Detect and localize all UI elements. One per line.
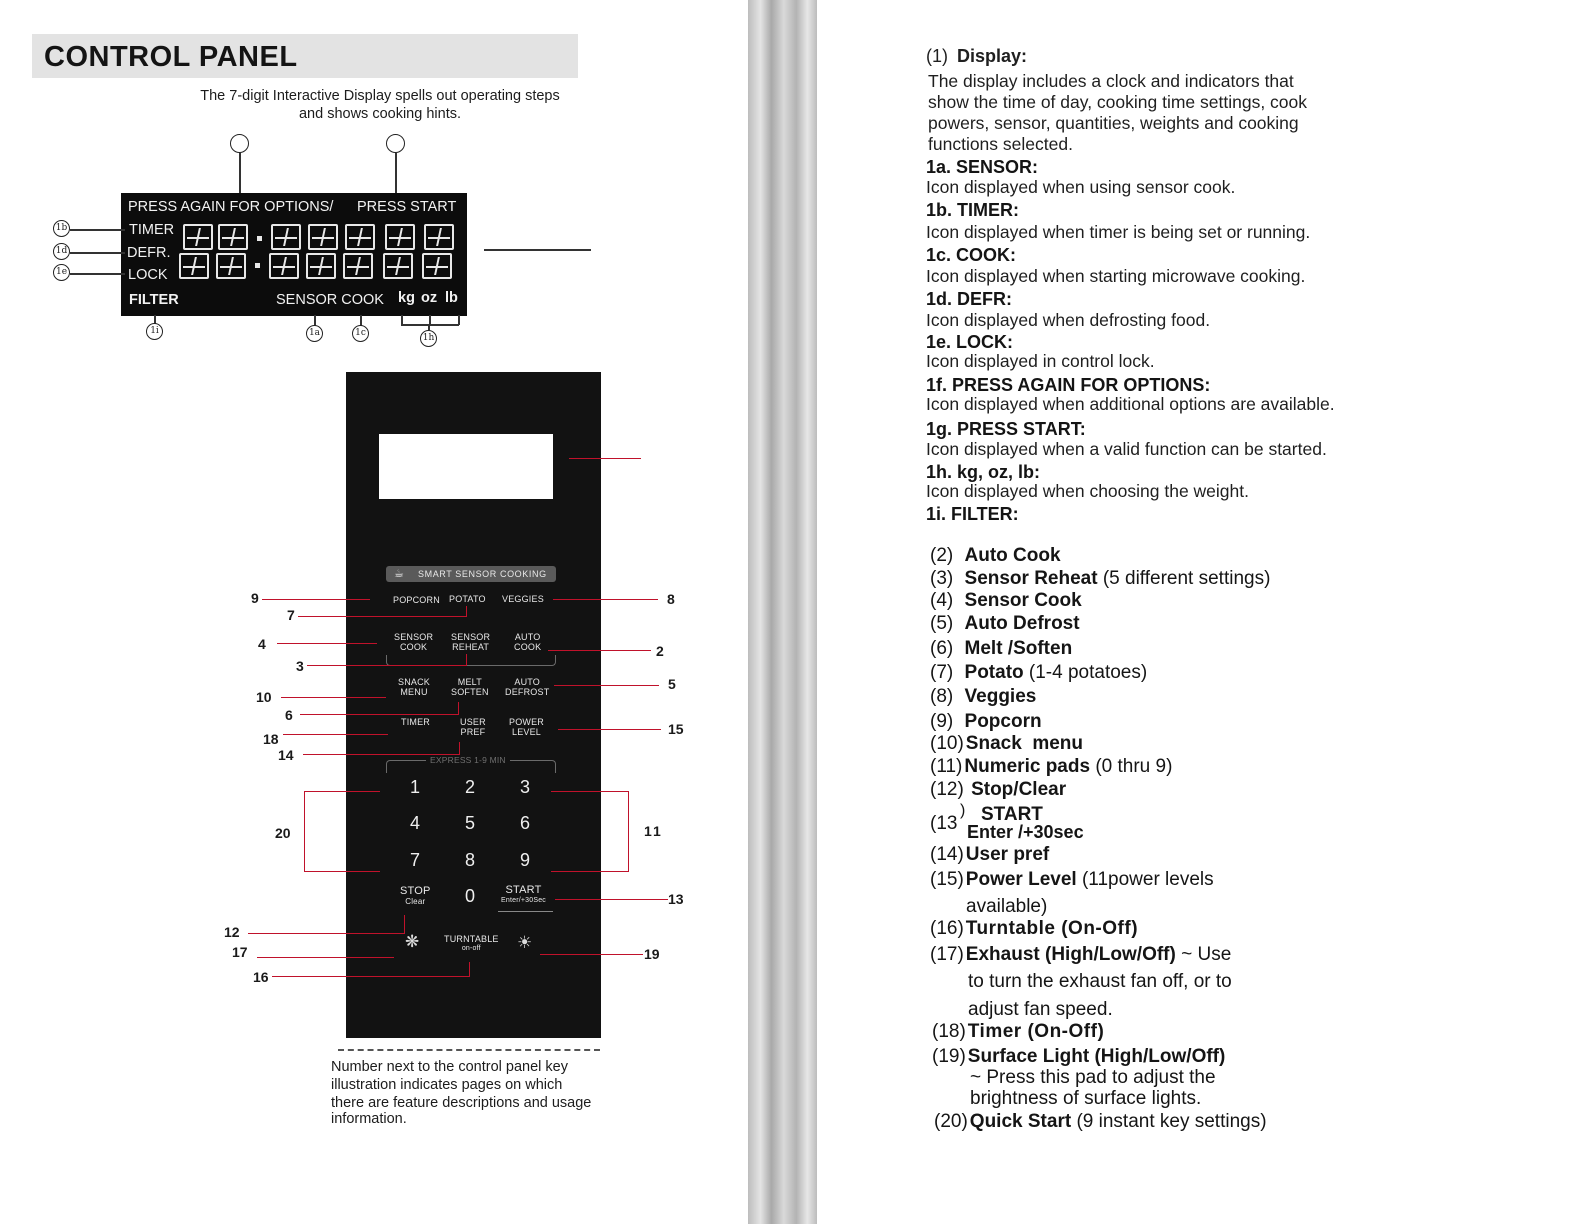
- feature-11-note: (0 thru 9): [1090, 756, 1173, 777]
- leader-1g: [395, 153, 397, 194]
- feature-15-label: Power Level: [965, 869, 1077, 890]
- callout-15: 15: [668, 721, 684, 737]
- footnote-line-2: illustration indicates pages on which: [331, 1077, 563, 1093]
- numpad-7[interactable]: 7: [409, 850, 420, 870]
- feature-8-label: Veggies: [964, 686, 1037, 707]
- lcd-leader-right: [484, 249, 591, 251]
- intro-line-2: and shows cooking hints.: [298, 106, 461, 122]
- leader-8: [553, 599, 658, 600]
- leader-17: [257, 957, 394, 958]
- feature-17-num: (17): [930, 944, 964, 965]
- item-1f-desc: Icon displayed when additional options are available.: [926, 394, 1335, 414]
- item-1c-heading: 1c. COOK:: [926, 245, 1017, 265]
- numpad-5[interactable]: 5: [464, 813, 475, 833]
- feature-18-num: (18): [932, 1021, 966, 1042]
- onoff-label: on-off: [461, 945, 481, 952]
- feature-19-label: Surface Light (High/Low/Off): [967, 1046, 1226, 1067]
- item-1e-desc: Icon displayed in control lock.: [926, 351, 1155, 371]
- feature-13-num: (13: [930, 813, 958, 834]
- lcd-kg: kg: [398, 290, 415, 306]
- auto-cook-line2: COOK: [514, 642, 542, 652]
- feature-2-num: (2): [930, 545, 954, 566]
- auto-defrost-line2: DEFROST: [505, 687, 550, 697]
- feature-12: [930, 779, 1066, 801]
- numpad-1[interactable]: 1: [409, 777, 420, 797]
- numpad-8[interactable]: 8: [464, 850, 475, 870]
- page-title: CONTROL PANEL: [44, 41, 298, 73]
- item-1d-desc: Icon displayed when defrosting food.: [926, 310, 1211, 330]
- feature-7-num: (7): [930, 662, 954, 683]
- feature-20-label: Quick Start: [969, 1111, 1072, 1132]
- clear-label: Clear: [405, 897, 426, 906]
- feature-5-label: Auto Defrost: [964, 613, 1080, 634]
- feature-7-note: (1-4 potatoes): [1023, 662, 1148, 683]
- feature-7: [930, 662, 1147, 684]
- auto-defrost-line1: AUTO: [514, 677, 541, 687]
- feature-11: [930, 756, 1172, 778]
- callout-3: 3: [296, 658, 304, 674]
- express-label: EXPRESS 1-9 MIN: [426, 755, 510, 765]
- feature-3-label: Sensor Reheat: [964, 568, 1098, 589]
- callout-circle-1a: 1a: [306, 325, 323, 342]
- start-underline: [498, 911, 553, 912]
- callout-9: 9: [251, 590, 259, 606]
- power-level-button[interactable]: [509, 717, 544, 737]
- lcd-digit: [179, 253, 209, 279]
- feature-5-num: (5): [930, 613, 954, 634]
- lcd-digit: [306, 253, 336, 279]
- fan-icon[interactable]: ❋: [405, 932, 420, 951]
- numpad-6[interactable]: 6: [519, 813, 530, 833]
- leader-10: [281, 697, 386, 698]
- lcd-colon: [257, 236, 262, 241]
- melt-soften-line2: SOFTEN: [451, 687, 489, 697]
- feature-7-label: Potato: [964, 662, 1024, 683]
- leader-16: [272, 976, 470, 977]
- snack-menu-line2: MENU: [400, 687, 428, 697]
- feature-8-num: (8): [930, 686, 954, 707]
- callout-18: 18: [263, 731, 279, 747]
- power-level-line1: POWER: [509, 717, 545, 727]
- leader-1d: [70, 252, 125, 254]
- callout-10: 10: [256, 689, 272, 705]
- bracket-11-vertical: [628, 791, 629, 872]
- feature-14-num: (14): [930, 844, 964, 865]
- callout-19: 19: [644, 946, 660, 962]
- feature-16-num: (16): [930, 918, 964, 939]
- leader-5: [554, 685, 659, 686]
- control-panel-keypad: [346, 372, 601, 1038]
- bracket-11-bottom: [551, 871, 629, 872]
- lcd-timer: TIMER: [129, 222, 175, 238]
- callout-circle-1f: [230, 134, 249, 153]
- start-label: START: [505, 884, 542, 896]
- item-1h-desc: Icon displayed when choosing the weight.: [926, 481, 1249, 501]
- lcd-digit: [269, 253, 299, 279]
- callout-circle-1d: 1d: [53, 243, 70, 260]
- popcorn-button[interactable]: POPCORN: [393, 595, 440, 605]
- auto-defrost-button[interactable]: [505, 677, 549, 697]
- display-heading: Display:: [957, 46, 1028, 66]
- feature-17-cont-2: adjust fan speed.: [968, 999, 1113, 1020]
- item-1a-heading: 1a. SENSOR:: [926, 157, 1039, 177]
- feature-12-label: Stop/Clear: [971, 779, 1067, 800]
- feature-20-note: (9 instant key settings): [1071, 1111, 1267, 1132]
- bracket-11-top: [551, 791, 629, 792]
- leader-3: [307, 665, 466, 666]
- feature-9: [930, 711, 1042, 733]
- snack-menu-button[interactable]: [398, 677, 430, 697]
- feature-18-label: Timer (On-Off): [967, 1021, 1105, 1042]
- feature-16-label: Turntable (On-Off): [965, 918, 1139, 939]
- lcd-colon: [255, 263, 260, 268]
- feature-3-note: (5 different settings): [1097, 568, 1271, 589]
- sensor-cook-line1: SENSOR: [394, 632, 434, 642]
- smart-sensor-label: SMART SENSOR COOKING: [418, 569, 547, 579]
- stop-label: STOP: [400, 885, 431, 897]
- display-desc-3: powers, sensor, quantities, weights and cooking: [928, 113, 1299, 133]
- feature-17-note: ~ Use: [1175, 944, 1232, 965]
- numpad-3[interactable]: 3: [519, 777, 530, 797]
- callout-circle-1b: 1b: [53, 220, 70, 237]
- item-1g-desc: Icon displayed when a valid function can be started.: [926, 439, 1327, 459]
- potato-button[interactable]: POTATO: [449, 594, 486, 604]
- feature-6: [930, 638, 1072, 660]
- feature-20: [934, 1111, 1267, 1133]
- leader-12-riser: [404, 915, 405, 934]
- feature-15-note: (11power levels: [1076, 869, 1214, 890]
- feature-15-cont: available): [966, 896, 1048, 917]
- feature-9-num: (9): [930, 711, 954, 732]
- feature-4: [930, 590, 1082, 612]
- feature-9-label: Popcorn: [964, 711, 1042, 732]
- auto-cook-line1: AUTO: [514, 632, 541, 642]
- item-1b-heading: 1b. TIMER:: [926, 200, 1019, 220]
- callout-circle-1c: 1c: [352, 325, 369, 342]
- feature-11-num: (11): [930, 756, 963, 777]
- display-desc-2: show the time of day, cooking time settings, cook: [928, 92, 1308, 112]
- callout-11: 11: [644, 823, 663, 839]
- feature-18: [932, 1021, 1104, 1043]
- item-1i-heading: 1i. FILTER:: [926, 504, 1019, 524]
- feature-16: [930, 918, 1138, 940]
- feature-10: [930, 733, 1083, 755]
- display-section-header: [926, 46, 1027, 67]
- leader-1f: [239, 153, 241, 194]
- display-desc-4: functions selected.: [928, 134, 1073, 154]
- bracket-20-top: [304, 791, 380, 792]
- footnote-line-3: there are feature descriptions and usage: [331, 1095, 592, 1111]
- leader-14-riser: [459, 742, 460, 755]
- feature-12-num: (12): [930, 779, 964, 800]
- lcd-lock: LOCK: [128, 267, 168, 283]
- feature-15: [930, 869, 1214, 891]
- feature-4-num: (4): [930, 590, 954, 611]
- leader-12: [248, 933, 405, 934]
- numpad-0[interactable]: 0: [464, 886, 475, 906]
- feature-3-num: (3): [930, 568, 954, 589]
- callout-5: 5: [668, 676, 676, 692]
- leader-7-riser: [466, 606, 467, 617]
- leader-13: [555, 899, 668, 900]
- feature-19-cont-2: brightness of surface lights.: [970, 1088, 1202, 1109]
- feature-19-num: (19): [932, 1046, 966, 1067]
- numpad-9[interactable]: 9: [519, 850, 530, 870]
- lcd-digit: [424, 224, 454, 250]
- sensor-cook-line2: COOK: [399, 642, 428, 652]
- feature-6-label: Melt /Soften: [964, 638, 1073, 659]
- callout-20: 20: [275, 825, 291, 841]
- lcd-filter: FILTER: [129, 292, 179, 308]
- pot-icon: ☕: [394, 568, 404, 580]
- sensor-reheat-button[interactable]: [451, 632, 490, 652]
- bracket-20-bottom: [304, 871, 380, 872]
- leader-1e: [70, 273, 125, 275]
- callout-8: 8: [667, 591, 675, 607]
- lcd-lb: lb: [445, 290, 458, 306]
- bracket-1h-bar: [401, 324, 459, 326]
- leader-9: [262, 599, 370, 600]
- feature-10-label: Snack menu: [965, 733, 1084, 754]
- footnote-line-4: information.: [331, 1111, 407, 1127]
- lcd-digit: [383, 253, 413, 279]
- light-bulb-icon[interactable]: ☀: [517, 933, 533, 952]
- lcd-digit: [183, 224, 213, 250]
- stop-clear-button[interactable]: [400, 885, 431, 907]
- callout-circle-1h: 1h: [420, 330, 437, 347]
- numpad-4[interactable]: 4: [409, 813, 420, 833]
- item-1g-heading: 1g. PRESS START:: [926, 419, 1086, 439]
- feature-10-num: (10): [930, 733, 964, 754]
- leader-16-riser: [469, 962, 470, 977]
- feature-14-label: User pref: [965, 844, 1050, 865]
- lcd-press-again: PRESS AGAIN FOR OPTIONS/: [128, 199, 334, 215]
- sensor-reheat-line1: SENSOR: [451, 632, 491, 642]
- leader-4: [277, 643, 377, 644]
- item-1f-heading: 1f. PRESS AGAIN FOR OPTIONS:: [926, 375, 1211, 395]
- leader-19: [540, 954, 643, 955]
- item-1h-heading: 1h. kg, oz, lb:: [926, 462, 1041, 482]
- page-divider-band: [748, 0, 817, 1224]
- timer-button[interactable]: TIMER: [401, 717, 430, 727]
- melt-soften-button[interactable]: [451, 677, 489, 697]
- lcd-digit: [271, 224, 301, 250]
- feature-2: [930, 545, 1061, 567]
- lcd-press-start: PRESS START: [357, 199, 457, 215]
- callout-13: 13: [668, 891, 684, 907]
- feature-14: [930, 844, 1049, 866]
- user-pref-line1: USER: [460, 717, 486, 727]
- callout-4: 4: [258, 636, 266, 652]
- callout-12: 12: [224, 924, 240, 940]
- title-bar: [32, 34, 578, 78]
- feature-13-sub: Enter /+30sec: [967, 822, 1084, 842]
- item-1c-desc: Icon displayed when starting microwave cooking.: [926, 266, 1306, 286]
- lcd-oz: oz: [421, 290, 438, 306]
- enter-label: Enter/+30Sec: [501, 897, 547, 904]
- panel-display-window: [379, 434, 553, 499]
- feature-2-label: Auto Cook: [964, 545, 1061, 566]
- leader-15: [558, 729, 661, 730]
- lcd-digit: [385, 224, 415, 250]
- callout-6: 6: [285, 707, 293, 723]
- feature-3: [930, 568, 1270, 590]
- lcd-digit: [422, 253, 452, 279]
- leader-18: [283, 734, 388, 735]
- lcd-digit: [218, 224, 248, 250]
- sensor-reheat-line2: REHEAT: [452, 642, 490, 652]
- turntable-label: TURNTABLE: [444, 934, 499, 944]
- dashed-separator: [338, 1049, 600, 1051]
- snack-menu-line1: SNACK: [398, 677, 431, 687]
- feature-20-num: (20): [934, 1111, 968, 1132]
- item-1e-heading: 1e. LOCK:: [926, 332, 1014, 352]
- leader-2: [548, 650, 651, 651]
- feature-8: [930, 686, 1036, 708]
- numpad-2[interactable]: 2: [464, 777, 475, 797]
- feature-6-num: (6): [930, 638, 954, 659]
- item-1d-heading: 1d. DEFR:: [926, 289, 1013, 309]
- leader-6-riser: [458, 702, 459, 715]
- melt-soften-line1: MELT: [457, 677, 482, 687]
- callout-circle-1e: 1e: [53, 264, 70, 281]
- auto-cook-button[interactable]: [514, 632, 541, 652]
- lcd-defr: DEFR.: [127, 245, 171, 261]
- callout-7: 7: [287, 607, 295, 623]
- callout-2: 2: [656, 643, 664, 659]
- feature-11-label: Numeric pads: [964, 756, 1091, 777]
- feature-13-label: START: [981, 804, 1043, 825]
- footnote-line-1: Number next to the control panel key: [331, 1059, 568, 1075]
- lcd-digit: [216, 253, 246, 279]
- leader-7: [298, 616, 466, 617]
- lcd-digit: [343, 253, 373, 279]
- item-1a-desc: Icon displayed when using sensor cook.: [926, 177, 1236, 197]
- callout-16: 16: [253, 969, 269, 985]
- leader-3-riser: [466, 654, 467, 666]
- lcd-digit: [308, 224, 338, 250]
- user-pref-button[interactable]: [460, 717, 486, 737]
- display-desc-1: The display includes a clock and indicators that: [928, 71, 1294, 91]
- start-button[interactable]: [501, 884, 546, 906]
- feature-4-label: Sensor Cook: [964, 590, 1082, 611]
- callout-14: 14: [278, 747, 294, 763]
- feature-19-cont-1: ~ Press this pad to adjust the: [970, 1067, 1216, 1088]
- item-1b-desc: Icon displayed when timer is being set or running.: [926, 222, 1311, 242]
- display-num: (1): [926, 46, 948, 66]
- feature-13-paren: ): [960, 802, 966, 819]
- feature-15-num: (15): [930, 869, 964, 890]
- intro-line-1: The 7-digit Interactive Display spells out operating steps: [200, 88, 560, 104]
- feature-17-cont-1: to turn the exhaust fan off, or to: [968, 971, 1232, 992]
- sensor-cook-button[interactable]: [394, 632, 433, 652]
- leader-display-window: [569, 458, 641, 459]
- lcd-display: [121, 193, 467, 316]
- leader-6: [300, 714, 458, 715]
- lcd-sensor-cook: SENSOR COOK: [276, 292, 384, 308]
- callout-17: 17: [232, 944, 248, 960]
- lcd-digit: [345, 224, 375, 250]
- feature-19: [932, 1046, 1225, 1068]
- callout-circle-1i: 1i: [146, 323, 163, 340]
- feature-5: [930, 613, 1080, 635]
- user-pref-line2: PREF: [460, 727, 486, 737]
- turntable-button[interactable]: [444, 934, 499, 954]
- leader-1b: [70, 229, 125, 231]
- feature-17-label: Exhaust (High/Low/Off): [965, 944, 1176, 965]
- leader-14: [303, 754, 460, 755]
- smart-sensor-banner: [386, 566, 556, 582]
- veggies-button[interactable]: VEGGIES: [502, 594, 544, 604]
- power-level-line2: LEVEL: [511, 727, 542, 737]
- feature-17: [930, 944, 1231, 966]
- bracket-20-vertical: [304, 791, 305, 872]
- callout-circle-1g: [386, 134, 405, 153]
